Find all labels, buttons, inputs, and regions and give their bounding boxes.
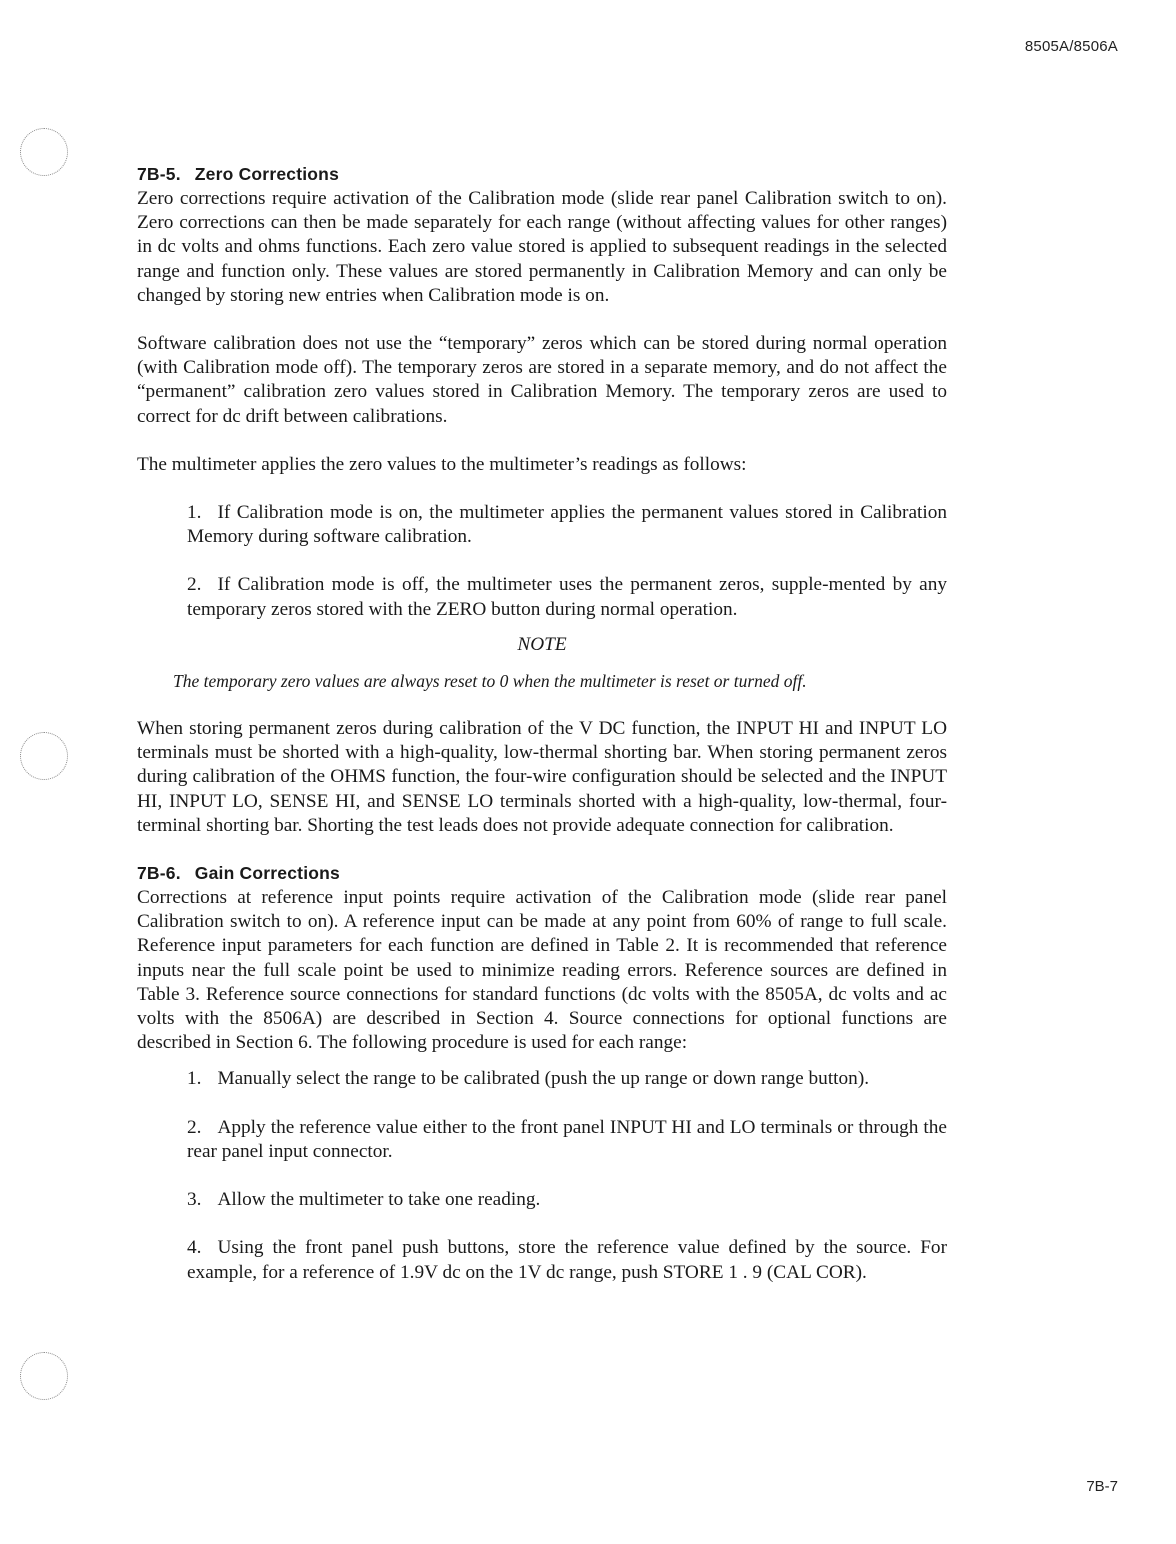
paragraph: The multimeter applies the zero values to the multimeter’s readings as follows: [137, 453, 747, 475]
binder-hole-middle [20, 732, 68, 780]
procedure-step [187, 1236, 947, 1284]
list-item-number: 1. [187, 502, 202, 524]
list-item-text: If Calibration mode is on, the multimeter applies the permanent values stored in Calibration Memory during software calibration. [187, 502, 947, 548]
section-heading-gain-corrections [137, 862, 947, 884]
note-text: The temporary zero values are always reset to 0 when the multimeter is reset or turned off. [173, 671, 807, 692]
section-number: 7B-6. [137, 863, 181, 884]
procedure-step [187, 1067, 947, 1091]
section-title: Gain Corrections [194, 863, 340, 884]
procedure-step [187, 1188, 947, 1212]
step-text: Allow the multimeter to take one reading. [217, 1189, 541, 1211]
step-number: 1. [187, 1068, 202, 1090]
list-item-text: If Calibration mode is off, the multimeter uses the permanent zeros, supple-mented by any temporary zeros stored with the ZERO button during normal operation. [187, 574, 947, 620]
page-body [137, 163, 947, 1285]
step-number: 4. [187, 1237, 202, 1259]
step-text: Apply the reference value either to the front panel INPUT HI and LO terminals or through the rear panel input connector. [187, 1116, 947, 1162]
step-text: Using the front panel push buttons, store the reference value defined by the source. For example, for a reference of 1.9V dc on the 1V dc range, push STORE 1 . 9 (CAL COR). [187, 1237, 947, 1283]
binder-hole-bottom [20, 1352, 68, 1400]
paragraph: Software calibration does not use the “temporary” zeros which can be stored during normal operation (with Calibration mode off). The temporary zeros are stored in a separate memory, and do not affect the “permanent” calibration zero values stored in Calibration Memory. The temporary zeros are used to correct for dc drift between calibrations. [137, 333, 947, 427]
page-number: 7B-7 [1086, 1478, 1118, 1495]
list-item [187, 573, 947, 621]
list-item [187, 501, 947, 549]
step-number: 3. [187, 1189, 202, 1211]
section-heading-zero-corrections [137, 163, 947, 185]
procedure-step [187, 1116, 947, 1164]
section-title: Zero Corrections [194, 164, 339, 184]
paragraph: Zero corrections require activation of the Calibration mode (slide rear panel Calibration switch to on). Zero corrections can then be made separately for each range (without affecting values for other ranges) in dc volts and ohms functions. Each zero value stored is applied to subsequent readings in the selected range and function only. These values are stored permanently in Calibration Memory and can only be changed by storing new entries when Calibration mode is on. [137, 188, 947, 306]
section-number: 7B-5. [137, 164, 181, 184]
list-item-number: 2. [187, 574, 202, 596]
paragraph: Corrections at reference input points require activation of the Calibration mode (slide rear panel Calibration switch to on). A reference input can be made at any point from 60% of range to full scale. Reference input parameters for each function are defined in Table 2. It is recommended that reference inputs near the full scale point be used to minimize reading errors. Reference sources are defined in Table 3. Reference source connections for standard functions (dc volts with the 8505A, dc volts and ac volts with the 8506A) are described in Section 4. Source connections for optional functions are described in Section 6. The following procedure is used for each range: [137, 887, 947, 1054]
step-text: Manually select the range to be calibrated (push the up range or down range button). [217, 1068, 870, 1090]
document-id-header: 8505A/8506A [1024, 38, 1118, 55]
binder-hole-top [20, 128, 68, 176]
paragraph: When storing permanent zeros during calibration of the V DC function, the INPUT HI and INPUT LO terminals must be shorted with a high-quality, low-thermal shorting bar. When storing permanent zeros during calibration of the OHMS function, the four-wire configuration should be selected and the INPUT HI, INPUT LO, SENSE HI, and SENSE LO terminals shorted with a high-quality, low-thermal, four-terminal shorting bar. Shorting the test leads does not provide adequate connection for calibration. [137, 718, 947, 836]
step-number: 2. [187, 1116, 202, 1138]
note-title: NOTE [517, 633, 567, 655]
